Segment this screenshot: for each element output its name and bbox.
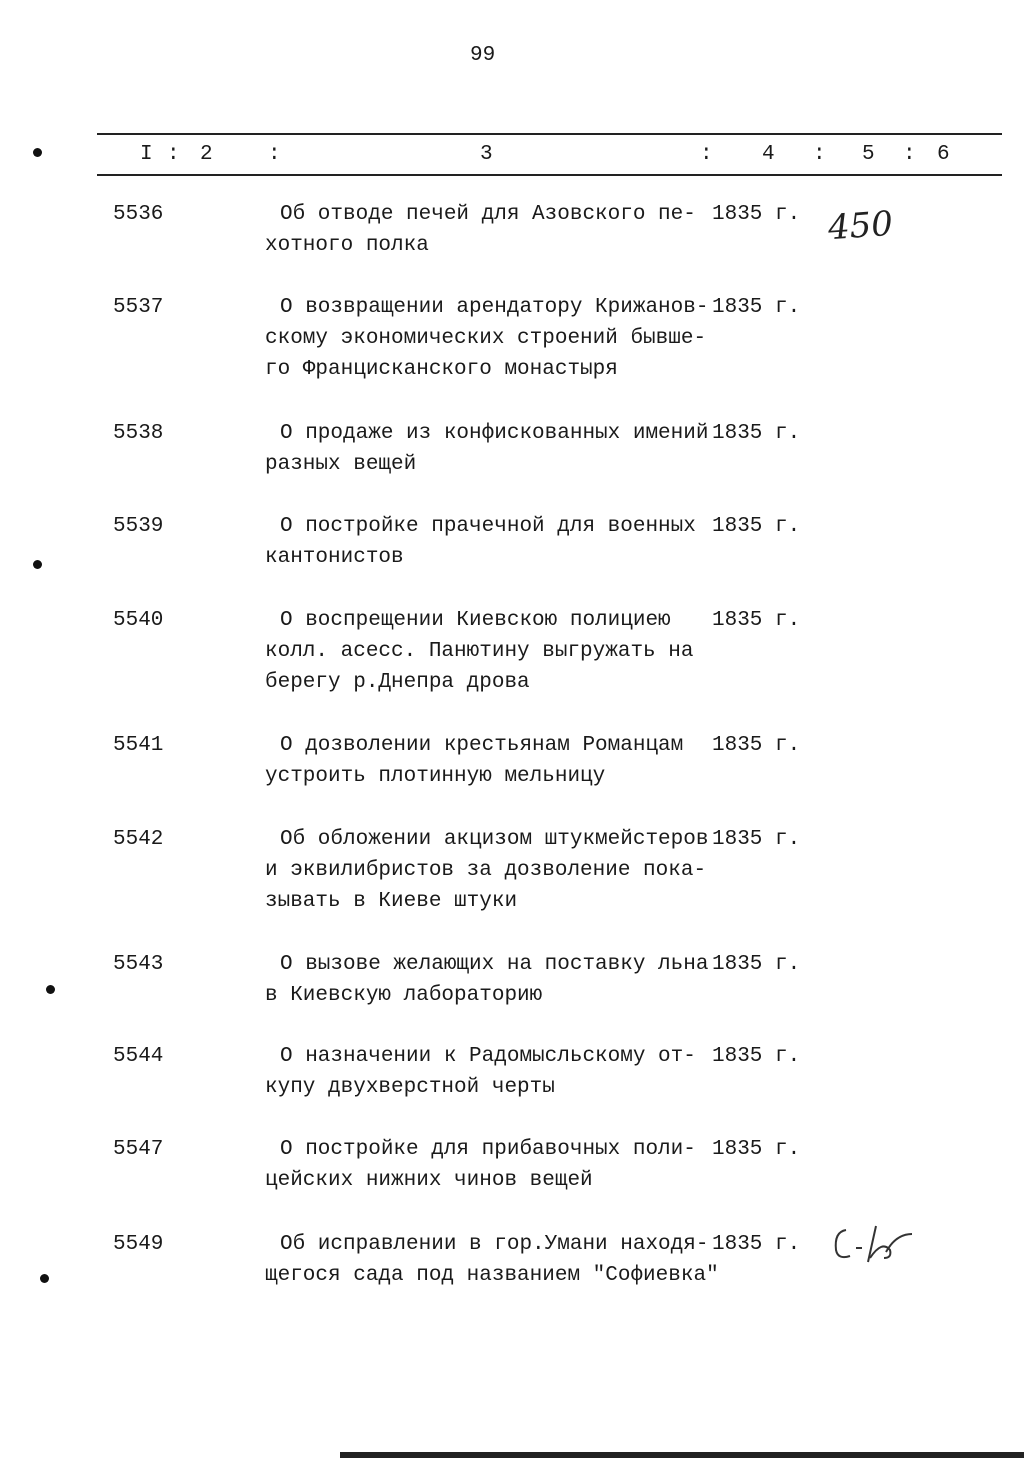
page-number: 99 — [470, 44, 496, 67]
scan-edge — [340, 1452, 1024, 1458]
case-year: 1835 г. — [712, 953, 801, 976]
case-title-line: берегу р.Днепра дрова — [265, 671, 530, 694]
case-year: 1835 г. — [712, 1233, 801, 1256]
punch-hole-mark — [40, 1274, 49, 1283]
case-year: 1835 г. — [712, 296, 801, 319]
punch-hole-mark — [46, 985, 55, 994]
case-year: 1835 г. — [712, 203, 801, 226]
case-number: 5543 — [113, 953, 164, 976]
case-number: 5538 — [113, 422, 164, 445]
header-sep: : — [700, 143, 713, 166]
punch-hole-mark — [33, 148, 42, 157]
case-title-line: кантонистов — [265, 546, 404, 569]
case-title-line: го Францисканского монастыря — [265, 358, 618, 381]
case-number: 5547 — [113, 1138, 164, 1161]
header-col4: 4 — [762, 143, 775, 166]
case-title-line: О дозволении крестьянам Романцам — [280, 734, 684, 757]
case-title-line: О постройке прачечной для военных — [280, 515, 696, 538]
case-title-line: в Киевскую лабораторию — [265, 984, 543, 1007]
table-row — [0, 609, 1024, 709]
handwritten-signature — [830, 1222, 930, 1282]
case-title-line: устроить плотинную мельницу — [265, 765, 606, 788]
case-title-line: Об отводе печей для Азовского пе- — [280, 203, 696, 226]
case-title-line: О назначении к Радомысльскому от- — [280, 1045, 696, 1068]
case-title-line: купу двухверстной черты — [265, 1076, 555, 1099]
case-title-line: О постройке для прибавочных поли- — [280, 1138, 696, 1161]
case-title-line: разных вещей — [265, 453, 417, 476]
case-number: 5544 — [113, 1045, 164, 1068]
table-row — [0, 953, 1024, 1053]
case-number: 5542 — [113, 828, 164, 851]
header-col5: 5 — [862, 143, 875, 166]
case-number: 5541 — [113, 734, 164, 757]
header-sep: : — [167, 143, 180, 166]
handwritten-sheet-number: 450 — [826, 203, 895, 249]
header-sep: : — [813, 143, 826, 166]
case-title-line: Об исправлении в гор.Умани находя- — [280, 1233, 709, 1256]
case-number: 5536 — [113, 203, 164, 226]
header-col1: I — [140, 143, 153, 166]
case-title-line: О вызове желающих на поставку льна — [280, 953, 709, 976]
case-title-line: щегося сада под названием "Софиевка" — [265, 1264, 719, 1287]
header-col3: 3 — [480, 143, 493, 166]
case-year: 1835 г. — [712, 422, 801, 445]
case-title-line: О воспрещении Киевскою полициею — [280, 609, 671, 632]
case-year: 1835 г. — [712, 609, 801, 632]
header-col6: 6 — [937, 143, 950, 166]
header-bottom-rule — [97, 174, 1002, 176]
case-year: 1835 г. — [712, 734, 801, 757]
case-title-line: зывать в Киеве штуки — [265, 890, 518, 913]
case-title-line: О продаже из конфискованных имений — [280, 422, 709, 445]
header-sep: : — [268, 143, 281, 166]
case-year: 1835 г. — [712, 828, 801, 851]
case-year: 1835 г. — [712, 515, 801, 538]
table-row — [0, 515, 1024, 615]
case-number: 5537 — [113, 296, 164, 319]
header-top-rule — [97, 133, 1002, 135]
case-number: 5539 — [113, 515, 164, 538]
header-col2: 2 — [200, 143, 213, 166]
table-row — [0, 296, 1024, 396]
case-year: 1835 г. — [712, 1045, 801, 1068]
case-number: 5540 — [113, 609, 164, 632]
case-number: 5549 — [113, 1233, 164, 1256]
case-year: 1835 г. — [712, 1138, 801, 1161]
table-row — [0, 1045, 1024, 1145]
case-title-line: цейских нижних чинов вещей — [265, 1169, 593, 1192]
case-title-line: О возвращении арендатору Крижанов- — [280, 296, 709, 319]
case-title-line: хотного полка — [265, 234, 429, 257]
punch-hole-mark — [33, 560, 42, 569]
case-title-line: Об обложении акцизом штукмейстеров — [280, 828, 709, 851]
table-row — [0, 422, 1024, 522]
case-title-line: и эквилибристов за дозволение пока- — [265, 859, 707, 882]
table-row — [0, 828, 1024, 928]
table-row — [0, 734, 1024, 834]
case-title-line: скому экономических строений бывше- — [265, 327, 707, 350]
header-sep: : — [903, 143, 916, 166]
case-title-line: колл. асесс. Панютину выгружать на — [265, 640, 694, 663]
